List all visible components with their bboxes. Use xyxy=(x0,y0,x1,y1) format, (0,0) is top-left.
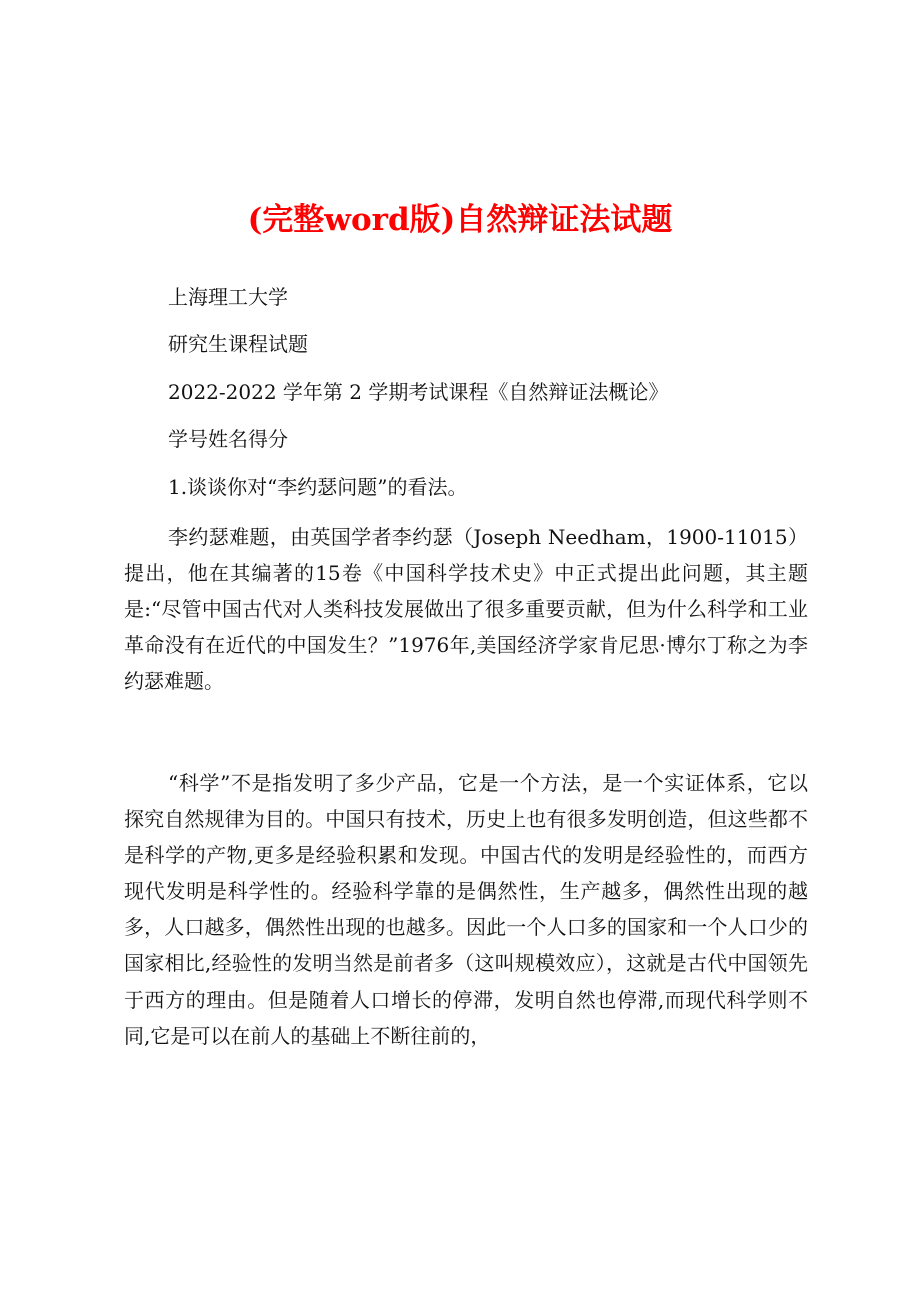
university-name: 上海理工大学 xyxy=(168,285,288,309)
course-term-line: 2022-2022 学年第 2 学期考试课程《自然辩证法概论》 xyxy=(168,380,669,404)
paragraph-text: “科学”不是指发明了多少产品，它是一个方法，是一个实证体系，它以探究自然规律为目的。中国只有技术，历史上也有很多发明创造，但这些都不是科学的产物,更多是经验积累和发现。中国古代的发明是经验性的，而西方现代发明是科学性的。经验科学靠的是偶然性，生产越多，偶然性出现的越多，人口越多，偶然性出现的也越多。因此一个人口多的国家和一个人口少的国家相比,经验性的发明当然是前者多（这叫规模效应），这就是古代中国领先于西方的理由。但是随着人口增长的停滞，发明自然也停滞,而现代科学则不同,它是可以在前人的基础上不断往前的， xyxy=(124,771,808,1048)
paragraph-text: 李约瑟难题，由英国学者李约瑟（Joseph Needham，1900-11015）提出，他在其编著的15卷《中国科学技术史》中正式提出此问题，其主题是:“尽管中国古代对人类科技发展做出了很多重要贡献，但为什么科学和工业革命没有在近代的中国发生？”1976年,美国经济学家肯尼思·博尔丁称之为李约瑟难题。 xyxy=(124,525,808,694)
student-info-line: 学号姓名得分 xyxy=(168,427,288,451)
answer-paragraph-2 xyxy=(124,765,808,1054)
answer-paragraph-1 xyxy=(124,519,808,699)
question-1: 1.谈谈你对“李约瑟问题”的看法。 xyxy=(168,475,468,499)
exam-type-line: 研究生课程试题 xyxy=(168,332,308,356)
document-title: (完整word版)自然辩证法试题 xyxy=(247,202,673,238)
